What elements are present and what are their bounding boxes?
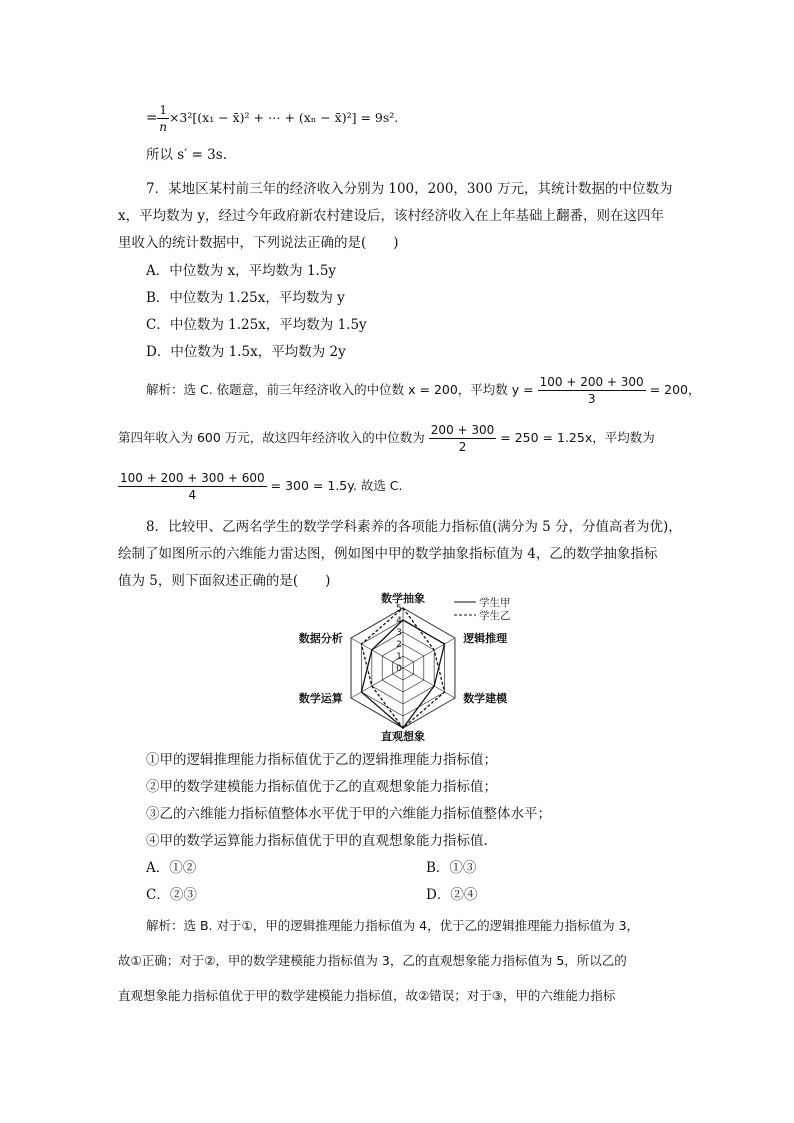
fraction-one-over-n: [157, 102, 169, 135]
tick-label: 2: [396, 640, 402, 650]
q7-sol-text-d: = 250 = 1.25x，平均数为: [500, 430, 655, 445]
q7-stem-line-2: x，平均数为 y，经过今年政府新农村建设后，该村经济收入在上年基础上翻番，则在这四年: [118, 208, 665, 224]
q8-statement-2: ②甲的数学建模能力指标值优于乙的直观想象能力指标值；: [146, 779, 497, 795]
frac-numerator: 100 + 200 + 300 + 600: [120, 471, 265, 485]
formula-line: = $\frac{1}{n}$ ×3²[(x₁ − x̄)² + ⋯ + (xₙ − x̄)²] = 9s².: [146, 103, 399, 134]
tick-label: 4: [396, 616, 402, 626]
q7-sol-text-e: = 300 = 1.5y. 故选 C.: [270, 478, 403, 493]
q7-frac-3: [118, 470, 267, 503]
tick-label: 3: [396, 628, 402, 638]
tick-label: 1: [396, 652, 402, 662]
radar-chart: [278, 592, 538, 742]
q7-solution-line-1: [146, 374, 701, 407]
q7-sol-text-a: 解析：选 C. 依题意，前三年经济收入的中位数 x = 200，平均数 y =: [146, 382, 534, 397]
q8-option-c: C．②③: [146, 887, 197, 903]
q7-sol-text-b: = 200，: [649, 382, 701, 397]
frac-numerator: 200 + 300: [430, 423, 495, 437]
q8-solution-line-1: 解析：选 B. 对于①，甲的逻辑推理能力指标值为 4，优于乙的逻辑推理能力指标值为 3，: [146, 918, 640, 933]
q8-stem-line-3: 值为 5，则下面叙述正确的是( ): [118, 573, 331, 589]
legend-label: 学生甲: [479, 597, 511, 609]
frac-denominator: 2: [458, 440, 467, 454]
q8-option-d: D．②④: [426, 887, 478, 903]
q8-statement-3: ③乙的六维能力指标值整体水平优于甲的六维能力指标值整体水平；: [146, 806, 551, 822]
q7-option-d: D．中位数为 1.5x，平均数为 2y: [146, 344, 346, 360]
q8-option-b: B．①③: [426, 860, 477, 876]
axis-label: 数学建模: [463, 692, 508, 705]
axis-spoke: [403, 638, 455, 668]
q8-solution-line-2: 故①正确；对于②，甲的数学建模能力指标值为 3，乙的直观想象能力指标值为 5，所以乙的: [118, 953, 627, 968]
frac-numerator: 100 + 200 + 300: [539, 375, 644, 389]
q7-option-c: C．中位数为 1.25x，平均数为 1.5y: [146, 317, 367, 333]
q8-solution-line-3: 直观想象能力指标值优于甲的数学建模能力指标值，故②错误；对于③，甲的六维能力指标: [118, 988, 616, 1003]
frac-numerator: 1: [159, 103, 167, 117]
tick-label: 5: [396, 604, 402, 614]
q7-stem-line-1: 7．某地区某村前三年的经济收入分别为 100，200，300 万元，其统计数据的中位数为: [146, 181, 673, 197]
axis-label: 数据分析: [298, 632, 343, 645]
q7-option-a: A．中位数为 x，平均数为 1.5y: [146, 263, 337, 279]
q7-option-b: B．中位数为 1.25x，平均数为 y: [146, 290, 345, 306]
q7-solution-line-2: [118, 422, 655, 455]
q8-statement-1: ①甲的逻辑推理能力指标值优于乙的逻辑推理能力指标值；: [146, 752, 497, 768]
legend-label: 学生乙: [479, 610, 511, 622]
tick-label: 0: [396, 664, 402, 674]
q8-option-a: A．①②: [146, 860, 197, 876]
q8-stem-line-2: 绘制了如图所示的六维能力雷达图，例如图中甲的数学抽象指标值为 4，乙的数学抽象指标: [118, 546, 658, 562]
q8-statement-4: ④甲的数学运算能力指标值优于甲的直观想象能力指标值.: [146, 833, 488, 849]
formula-body: ×3²[(x₁ − x̄)² + ⋯ + (xₙ − x̄)²] = 9s².: [168, 110, 399, 125]
conclusion-line: 所以 s′ = 3s.: [146, 147, 227, 163]
frac-denominator: 4: [188, 488, 197, 502]
axis-label: 直观想象: [381, 730, 425, 742]
axis-label: 数学抽象: [381, 592, 425, 605]
q7-stem-line-3: 里收入的统计数据中，下列说法正确的是( ): [118, 235, 399, 251]
q7-sol-text-c: 第四年收入为 600 万元，故这四年经济收入的中位数为: [118, 430, 425, 445]
axis-label: 逻辑推理: [463, 632, 508, 645]
q7-frac-2: [429, 422, 497, 455]
q7-frac-1: [538, 374, 646, 407]
frac-denominator: n: [159, 120, 167, 134]
q8-stem-line-1: 8．比较甲、乙两名学生的数学学科素养的各项能力指标值(满分为 5 分，分值高者为优)，: [146, 519, 682, 535]
frac-denominator: 3: [587, 392, 596, 406]
axis-label: 数学运算: [298, 692, 343, 705]
q7-solution-line-3: [118, 470, 403, 503]
